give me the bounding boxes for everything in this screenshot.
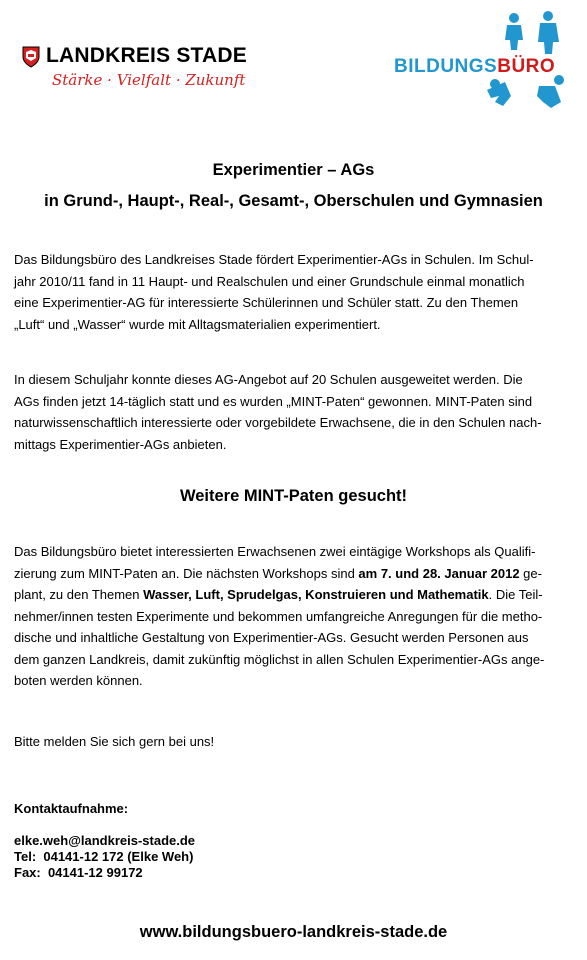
text-line bbox=[14, 563, 574, 585]
text-line: Das Bildungsbüro des Landkreises Stade fördert Experimentier-AGs in Schulen. Im Schul- bbox=[14, 252, 534, 267]
paragraph-intro bbox=[14, 249, 574, 335]
wordmark-part-bildungs: BILDUNGS bbox=[394, 56, 498, 77]
contact-block bbox=[14, 833, 195, 881]
landkreis-slogan: Stärke · Vielfalt · Zukunft bbox=[52, 71, 246, 89]
page-header bbox=[0, 0, 587, 130]
closing-sentence bbox=[14, 731, 574, 753]
text-line: eine Experimentier-AG für interessierte Schülerinnen und Schüler statt. Zu den Themen bbox=[14, 295, 519, 310]
landkreis-stade-logo bbox=[20, 40, 260, 115]
contact-heading: Kontaktaufnahme: bbox=[14, 801, 129, 816]
text-segment: ge- bbox=[519, 565, 542, 581]
title-line-2: in Grund-, Haupt-, Real-, Gesamt-, Oberschulen und Gymnasien bbox=[44, 192, 543, 210]
text-segment: zierung zum MINT-Paten an. Die nächsten Workshops sind bbox=[14, 565, 359, 581]
paragraph-workshops bbox=[14, 541, 574, 692]
text-line: mittags Experimentier-AGs anbieten. bbox=[14, 436, 227, 452]
contact-phone: Tel: 04141-12 172 (Elke Weh) bbox=[14, 849, 194, 864]
bildungsbuero-logo bbox=[390, 10, 570, 120]
text-line: In diesem Schuljahr konnte dieses AG-Angebot auf 20 Schulen ausgeweitet werden. Die bbox=[14, 372, 523, 387]
text-line: nehmer/innen testen Experimente und bekommen umfangreiche Anregungen für die metho- bbox=[14, 608, 543, 624]
workshop-topics: Wasser, Luft, Sprudelgas, Konstruieren und Mathematik bbox=[143, 587, 489, 602]
text-line: „Luft“ und „Wasser“ wurde mit Alltagsmaterialien experimentiert. bbox=[14, 316, 381, 332]
coat-of-arms-icon bbox=[22, 46, 40, 68]
title-line-1: Experimentier – AGs bbox=[212, 161, 375, 179]
wordmark-part-buero: BÜRO bbox=[497, 56, 556, 77]
text-line: AGs finden jetzt 14-täglich statt und es wurden „MINT-Paten“ gewonnen. MINT-Paten sind bbox=[14, 393, 533, 409]
workshop-dates: am 7. und 28. Januar 2012 bbox=[358, 565, 520, 581]
landkreis-name: LANDKREIS STADE bbox=[46, 44, 247, 67]
text-line: Bitte melden Sie sich gern bei uns! bbox=[14, 734, 215, 749]
contact-fax: Fax: 04141-12 99172 bbox=[14, 865, 143, 880]
text-line bbox=[14, 584, 574, 606]
text-line: dische und inhaltliche Gestaltung von Experimentier-AGs. Gesucht werden Personen aus bbox=[14, 630, 529, 645]
text-line: naturwissenschaftlich interessierte oder vorgebildete Erwachsene, die in den Schulen nach- bbox=[14, 415, 542, 430]
paragraph-expansion bbox=[14, 369, 574, 455]
subheading: Weitere MINT-Paten gesucht! bbox=[179, 487, 408, 505]
bildungsbuero-wordmark bbox=[394, 56, 555, 78]
text-segment: plant, zu den Themen bbox=[14, 587, 144, 602]
footer-website-link[interactable]: www.bildungsbuero-landkreis-stade.de bbox=[139, 923, 448, 941]
text-line: jahr 2010/11 fand in 11 Haupt- und Realschulen und einer Grundschule einmal monatlich bbox=[14, 273, 525, 289]
text-line: boten werden können. bbox=[14, 673, 143, 688]
text-line: Das Bildungsbüro bietet interessierten Erwachsenen zwei eintägige Workshops als Qualifi- bbox=[14, 544, 536, 559]
text-line: dem ganzen Landkreis, damit zukünftig möglichst in allen Schulen Experimentier-AGs ange- bbox=[14, 651, 545, 667]
contact-email[interactable]: elke.weh@landkreis-stade.de bbox=[14, 833, 196, 848]
text-segment: . Die Teil- bbox=[488, 587, 543, 602]
